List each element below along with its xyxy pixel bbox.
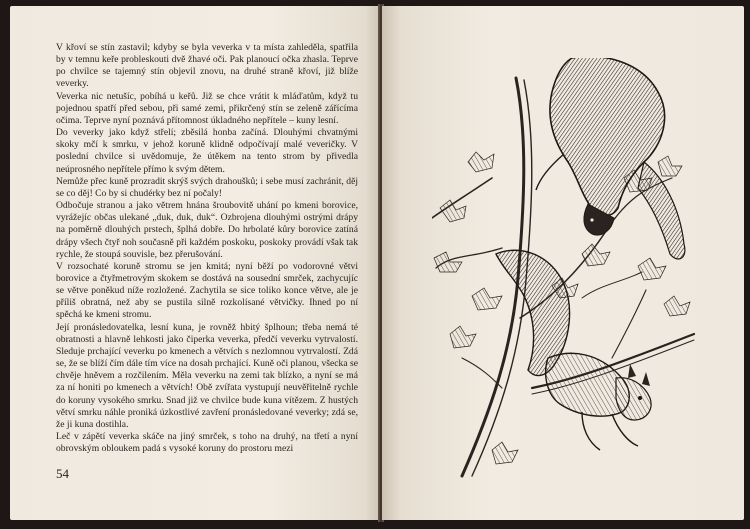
marten-squirrel-illustration [432,58,700,478]
paragraph: V rozsochaté koruně stromu se jen kmitá; nyní běží po vodorovné větvi borovice a čtyřmetrovým skokem se dostává na sousední smrček, zachycujíc se větve poněkud níže rozložené. Zachytila se sice tolikо konce větve, ale je příliš obratná, než aby se pustila silně rozkolísané větvičky. Ihned po ní spěchá ke kmeni stromu. [56,260,358,321]
marten-figure [536,58,685,259]
paragraph: Její pronásledovatelka, lesní kuna, je rovněž hbitý šplhoun; třeba nemá té obratnosti a hlavně lehkosti jako čiperka veverka, předčí veverku vytrvalostí. Sleduje prchající veverku po kmenech a větvích s nezlomnou vytrvalostí. Zdá se, že se blíží čím dále tím více na dosah prchající. Kuně oči planou, všecka se chvěje hněvem a rozčilením. Měla veverku na zemi tak blízko, a nyní se má za ní honiti po kmenech a větvích! Obě zvířata vystupují neuvěřitelně rychle do koruny vysokého smrku. Snad již ve chvilce bude kuna vítězem. Z hustých větví smrku náhle proniká úzkostlivé zavření pronásledované veverky; zdá se, že ji kuna dostihla. [56,321,358,430]
page-number: 54 [56,466,69,481]
paragraph: Leč v zápětí veverka skáče na jiný smrček, s toho na druhý, na třetí a nyní obrovským obloukem padá s vysoké koruny do prostoru mezi [56,431,358,455]
paragraph: V křoví se stín zastavil; kdyby se byla veverka v ta místa zahleděla, spatřila by v temnu keře probleskouti dvě žhavé oči. Pak planoucí očka zhasla. Teprve po chvilce se tajemný stín objevil znovu, na druhé straně křoví, již blíže veverky. [56,42,358,90]
squirrel-figure [496,250,651,450]
body-text [56,42,358,455]
paragraph: Veverka nic netušíc, pobíhá u keřů. Již se chce vrátit k mláďatům, když tu pojednou spatří před sebou, při samé zemi, přikrčený stín se zeleně zářícíma očima. Teprve nyní poznává přítomnost úkladného nepřítele – kuny lesní. [56,90,358,126]
paragraph: Odbočuje stranou a jako větrem hnána šroubovitě uhání po kmeni borovice, vyrážejíc občas ulekané „duk, duk, duk“. Ozbrojena dlouhými ostrými drápy na poměrně dlouhých prstech, šplhá dobře. Do hrbolaté kůry borovice zatíná drápy všech čtyř noh současně při každém poskoku, poskoky provádí však tak rychle, že stoupá souvisle, bez přerušování. [56,200,358,260]
paragraph: Nemůže přec kuně prozradit skrýš svých drahoušků; i sebe musí zachránit, děj se co děj! Co by si chudérky bez ní počaly! [56,175,358,199]
paragraph: Do veverky jako když střelí; zběsilá honba začíná. Dlouhými chvatnými skoky mčí k smrku, v jehož koruně klidně odpočívají malé veveričky. V poslední chvilce si uvědomuje, že útěkem na tento strom by přivedla neúprosného nepřítele přímo k svým dětem. [56,127,358,175]
